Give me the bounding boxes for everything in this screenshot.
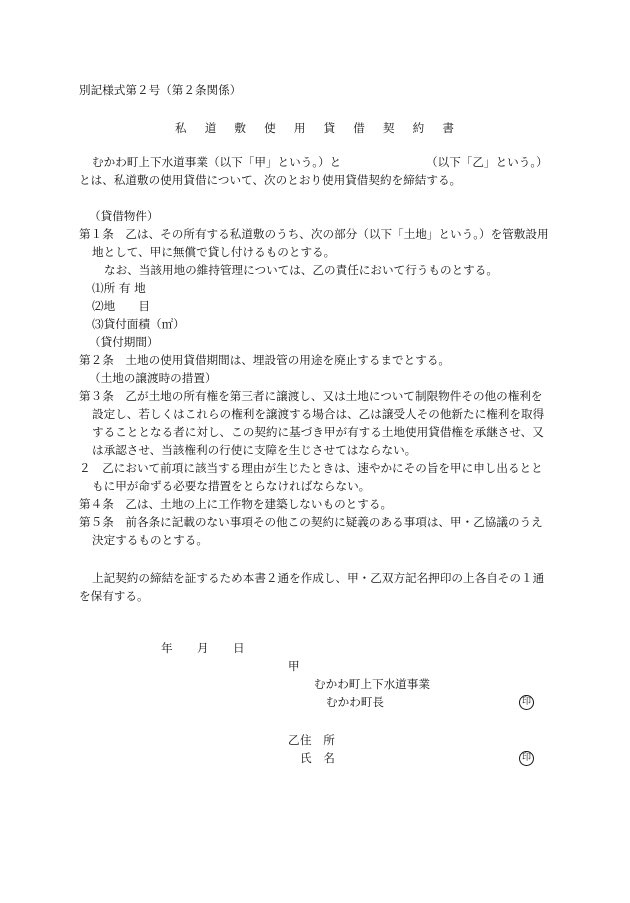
article-1-line-1: 第１条 乙は、その所有する私道敷のうち、次の部分（以下「土地」という。）を管敷設用 bbox=[79, 227, 549, 241]
article-5-line-2: 決定するものとする。 bbox=[92, 533, 208, 547]
party-a-representative: むかわ町長 bbox=[326, 695, 384, 709]
article-5-line-1: 第５条 前各条に記載のない事項その他この契約に疑義のある事項は、甲・乙協議のうえ bbox=[79, 515, 543, 529]
party-b-label: 乙 bbox=[288, 733, 300, 747]
article-3-line-3: することとなる者に対し、この契約に基づき甲が有する土地使用貸借権を承継させ、又 bbox=[92, 425, 544, 439]
date-year: 年 bbox=[161, 641, 173, 655]
party-b-address-label: 住 所 bbox=[300, 733, 335, 747]
intro-line-1a: むかわ町上下水道事業（以下「甲」という。）と bbox=[92, 155, 342, 169]
article-1-line-2: 地として、甲に無償で貸し付けるものとする。 bbox=[92, 245, 336, 259]
article-1-item-3: ⑶貸付面積（㎡） bbox=[92, 317, 185, 331]
date-day: 日 bbox=[233, 641, 245, 655]
title-char: 道 bbox=[204, 121, 217, 135]
title-char: 使 bbox=[264, 121, 276, 135]
article-1-heading: （貸借物件） bbox=[89, 209, 159, 223]
title-char: 約 bbox=[412, 121, 425, 135]
title-char: 用 bbox=[293, 121, 306, 135]
title-char: 書 bbox=[442, 121, 455, 135]
title-char: 私 bbox=[175, 121, 187, 135]
article-3-heading: （土地の譲渡時の措置） bbox=[89, 371, 217, 385]
article-1-line-3: なお、当該用地の維持管理については、乙の責任において行うものとする。 bbox=[104, 263, 498, 277]
title-char: 敷 bbox=[234, 121, 247, 135]
article-2-line-1: 第２条 土地の使用貸借期間は、埋設管の用途を廃止するまでとする。 bbox=[79, 353, 451, 367]
article-3-line-2: 設定し、若しくはこれらの権利を譲渡する場合は、乙は譲受人その他新たに権利を取得 bbox=[92, 407, 545, 421]
article-1-item-1: ⑴所 有 地 bbox=[92, 281, 146, 295]
party-a-seal-icon: 印 bbox=[519, 695, 534, 710]
closing-line-2: を保有する。 bbox=[79, 589, 149, 603]
party-b-name-label: 氏 名 bbox=[300, 751, 335, 765]
article-2-heading: （貸付期間） bbox=[89, 335, 159, 349]
intro-line-1b: （以下「乙」という。） bbox=[426, 155, 548, 169]
article-4-line-1: 第４条 乙は、土地の上に工作物を建築しないものとする。 bbox=[79, 497, 393, 511]
article-3-line-1: 第３条 乙が土地の所有権を第三者に譲渡し、又は土地について制限物件その他の権利を bbox=[79, 389, 543, 403]
article-3-para-2-line-1: ２ 乙において前項に該当する理由が生じたときは、速やかにその旨を甲に申し出るとと bbox=[79, 461, 543, 475]
date-month: 月 bbox=[197, 641, 209, 655]
intro-line-2: とは、私道敷の使用貸借について、次のとおり使用貸借契約を締結する。 bbox=[79, 173, 462, 187]
party-b-seal-icon: 印 bbox=[519, 751, 534, 766]
title-char: 借 bbox=[353, 121, 365, 135]
title-char: 貸 bbox=[323, 121, 336, 135]
article-1-item-2: ⑵地 目 bbox=[92, 299, 150, 313]
article-3-line-4: は承認させ、当該権利の行使に支障を生じさせてはならない。 bbox=[92, 443, 417, 457]
document-title bbox=[175, 119, 454, 137]
article-3-para-2-line-2: もに甲が命ずる必要な措置をとらなければならない。 bbox=[92, 479, 371, 493]
title-char: 契 bbox=[382, 121, 395, 135]
party-a-organization: むかわ町上下水道事業 bbox=[314, 677, 430, 691]
form-reference: 別記様式第２号（第２条関係） bbox=[79, 83, 242, 97]
closing-line-1: 上記契約の締結を証するため本書２通を作成し、甲・乙双方記名押印の上各自その１通 bbox=[92, 571, 545, 585]
party-a-label: 甲 bbox=[288, 659, 300, 673]
